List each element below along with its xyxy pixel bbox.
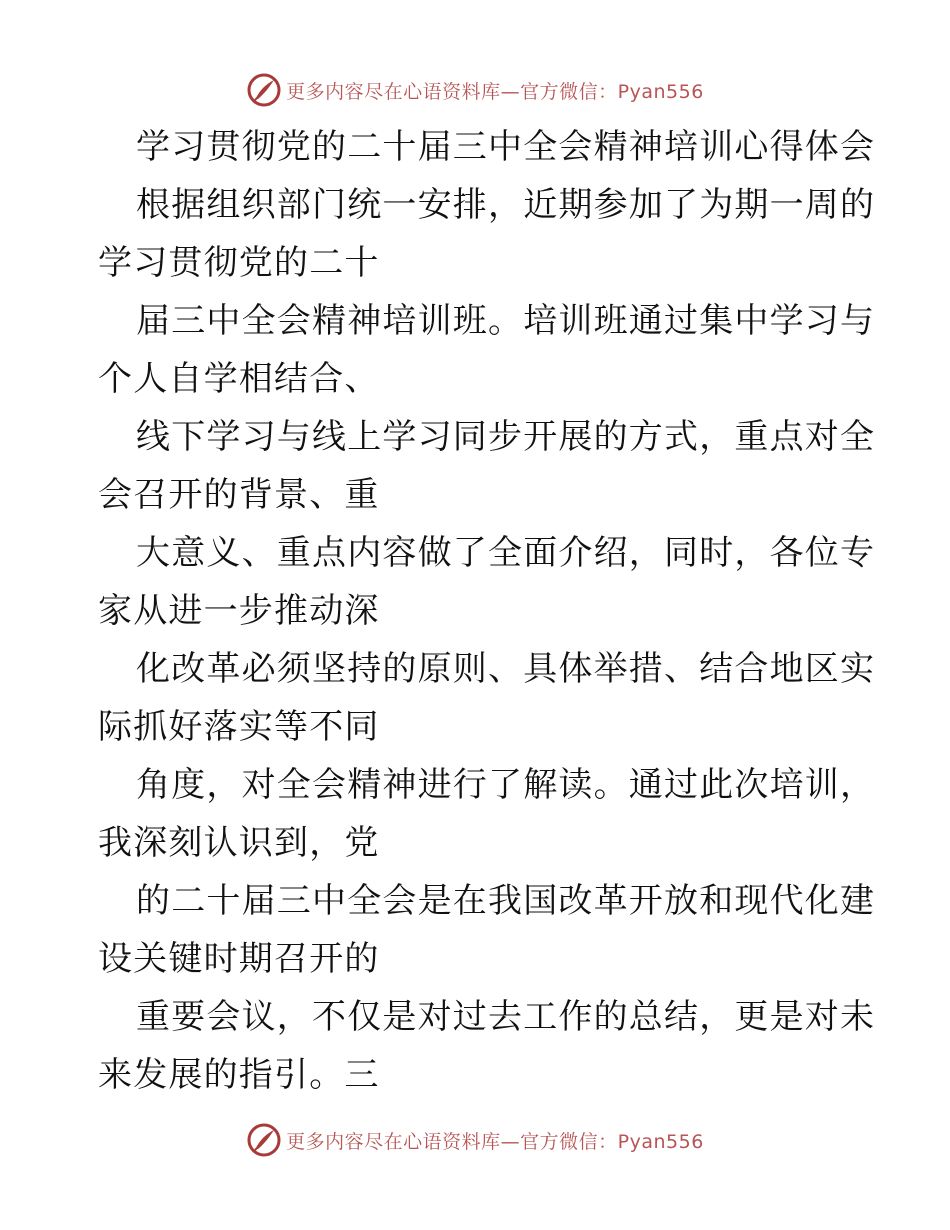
text-line: 届三中全会精神培训班。培训班通过集中学习与 bbox=[136, 301, 876, 341]
header-banner-text: 更多内容尽在心语资料库—官方微信：Pyan556 bbox=[286, 80, 704, 103]
text-line: 的二十届三中全会是在我国改革开放和现代化建 bbox=[136, 881, 876, 921]
footer-banner bbox=[0, 1120, 950, 1160]
footer-banner-text: 更多内容尽在心语资料库—官方微信：Pyan556 bbox=[286, 1130, 704, 1153]
text-line: 学习贯彻党的二十 bbox=[98, 243, 380, 283]
text-line: 化改革必须坚持的原则、具体举措、结合地区实 bbox=[136, 649, 876, 689]
text-line: 根据组织部门统一安排，近期参加了为期一周的 bbox=[136, 185, 876, 225]
text-line: 线下学习与线上学习同步开展的方式，重点对全 bbox=[136, 417, 876, 457]
header-banner bbox=[0, 70, 950, 110]
text-line: 我深刻认识到，党 bbox=[98, 823, 380, 863]
quill-pen-logo-icon bbox=[246, 72, 282, 108]
document-title: 学习贯彻党的二十届三中全会精神培训心得体会 bbox=[136, 127, 876, 167]
text-line: 重要会议，不仅是对过去工作的总结，更是对未 bbox=[136, 997, 876, 1037]
text-line: 会召开的背景、重 bbox=[98, 475, 380, 515]
text-line: 来发展的指引。三 bbox=[98, 1055, 380, 1095]
text-line: 角度，对全会精神进行了解读。通过此次培训， bbox=[136, 765, 876, 805]
text-line: 际抓好落实等不同 bbox=[98, 707, 380, 747]
text-line: 设关键时期召开的 bbox=[98, 939, 380, 979]
text-line: 大意义、重点内容做了全面介绍，同时，各位专 bbox=[136, 533, 876, 573]
quill-pen-logo-icon bbox=[246, 1122, 282, 1158]
text-line: 个人自学相结合、 bbox=[98, 359, 380, 399]
text-line: 家从进一步推动深 bbox=[98, 591, 380, 631]
document-body bbox=[98, 118, 876, 1104]
